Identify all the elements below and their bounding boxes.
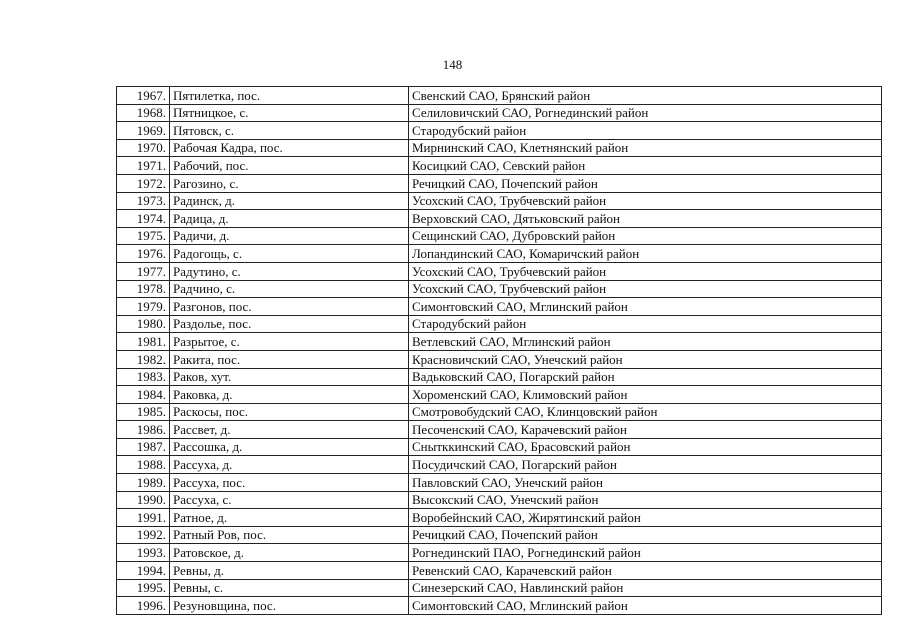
settlement-name: Резуновщина, пос. bbox=[170, 597, 409, 615]
page-number: 148 bbox=[442, 57, 463, 72]
settlement-name: Ракита, пос. bbox=[170, 350, 409, 368]
row-number: 1978. bbox=[117, 280, 170, 298]
row-number: 1968. bbox=[117, 104, 170, 122]
row-number: 1967. bbox=[117, 87, 170, 105]
settlement-name: Пятницкое, с. bbox=[170, 104, 409, 122]
row-number: 1986. bbox=[117, 421, 170, 439]
settlement-region: Синезерский САО, Навлинский район bbox=[409, 579, 882, 597]
table-row bbox=[117, 597, 882, 615]
settlement-region: Павловский САО, Унечский район bbox=[409, 474, 882, 492]
settlement-region: Хороменский САО, Климовский район bbox=[409, 386, 882, 404]
row-number: 1992. bbox=[117, 526, 170, 544]
table-row bbox=[117, 262, 882, 280]
settlement-name: Пятилетка, пос. bbox=[170, 87, 409, 105]
row-number: 1974. bbox=[117, 210, 170, 228]
settlement-region: Усохский САО, Трубчевский район bbox=[409, 192, 882, 210]
settlement-region: Усохский САО, Трубчевский район bbox=[409, 262, 882, 280]
settlement-region: Симонтовский САО, Мглинский район bbox=[409, 298, 882, 316]
settlement-name: Радогощь, с. bbox=[170, 245, 409, 263]
table-row bbox=[117, 139, 882, 157]
table-row bbox=[117, 386, 882, 404]
settlement-name: Ревны, д. bbox=[170, 562, 409, 580]
row-number: 1982. bbox=[117, 350, 170, 368]
row-number: 1996. bbox=[117, 597, 170, 615]
settlement-name: Рабочий, пос. bbox=[170, 157, 409, 175]
settlement-region: Лопандинский САО, Комаричский район bbox=[409, 245, 882, 263]
table-row bbox=[117, 210, 882, 228]
settlement-name: Ратный Ров, пос. bbox=[170, 526, 409, 544]
table-row bbox=[117, 104, 882, 122]
settlement-name: Радинск, д. bbox=[170, 192, 409, 210]
row-number: 1979. bbox=[117, 298, 170, 316]
settlement-region: Смотровобудский САО, Клинцовский район bbox=[409, 403, 882, 421]
settlement-region: Посудичский САО, Погарский район bbox=[409, 456, 882, 474]
table-row bbox=[117, 350, 882, 368]
settlement-region: Мирнинский САО, Клетнянский район bbox=[409, 139, 882, 157]
row-number: 1976. bbox=[117, 245, 170, 263]
row-number: 1993. bbox=[117, 544, 170, 562]
row-number: 1969. bbox=[117, 122, 170, 140]
settlement-name: Разрытое, с. bbox=[170, 333, 409, 351]
settlement-region: Воробейнский САО, Жирятинский район bbox=[409, 509, 882, 527]
settlement-region: Песоченский САО, Карачевский район bbox=[409, 421, 882, 439]
table-row bbox=[117, 403, 882, 421]
table-row bbox=[117, 438, 882, 456]
settlement-name: Ратное, д. bbox=[170, 509, 409, 527]
table-row bbox=[117, 456, 882, 474]
table-row bbox=[117, 579, 882, 597]
settlement-region: Снытккинский САО, Брасовский район bbox=[409, 438, 882, 456]
row-number: 1970. bbox=[117, 139, 170, 157]
row-number: 1983. bbox=[117, 368, 170, 386]
table-row bbox=[117, 368, 882, 386]
table-row bbox=[117, 280, 882, 298]
settlement-region: Стародубский район bbox=[409, 315, 882, 333]
settlement-region: Верховский САО, Дятьковский район bbox=[409, 210, 882, 228]
settlement-region: Речицкий САО, Почепский район bbox=[409, 174, 882, 192]
settlement-region: Ветлевский САО, Мглинский район bbox=[409, 333, 882, 351]
settlement-name: Рассошка, д. bbox=[170, 438, 409, 456]
table-row bbox=[117, 192, 882, 210]
row-number: 1973. bbox=[117, 192, 170, 210]
settlement-region: Речицкий САО, Почепский район bbox=[409, 526, 882, 544]
row-number: 1984. bbox=[117, 386, 170, 404]
row-number: 1990. bbox=[117, 491, 170, 509]
settlement-name: Рагозино, с. bbox=[170, 174, 409, 192]
row-number: 1989. bbox=[117, 474, 170, 492]
settlement-name: Пятовск, с. bbox=[170, 122, 409, 140]
row-number: 1977. bbox=[117, 262, 170, 280]
settlements-table-body bbox=[117, 87, 882, 615]
table-row bbox=[117, 245, 882, 263]
settlement-region: Симонтовский САО, Мглинский район bbox=[409, 597, 882, 615]
row-number: 1994. bbox=[117, 562, 170, 580]
settlement-region: Селиловичский САО, Рогнединский район bbox=[409, 104, 882, 122]
settlement-name: Ревны, с. bbox=[170, 579, 409, 597]
table-row bbox=[117, 333, 882, 351]
table-row bbox=[117, 122, 882, 140]
settlement-region: Вадьковский САО, Погарский район bbox=[409, 368, 882, 386]
row-number: 1975. bbox=[117, 227, 170, 245]
table-row bbox=[117, 421, 882, 439]
settlement-name: Раковка, д. bbox=[170, 386, 409, 404]
row-number: 1985. bbox=[117, 403, 170, 421]
settlement-region: Рогнединский ПАО, Рогнединский район bbox=[409, 544, 882, 562]
table-row bbox=[117, 526, 882, 544]
table-row bbox=[117, 562, 882, 580]
row-number: 1971. bbox=[117, 157, 170, 175]
settlement-name: Радичи, д. bbox=[170, 227, 409, 245]
settlement-region: Красновичский САО, Унечский район bbox=[409, 350, 882, 368]
settlement-region: Косицкий САО, Севский район bbox=[409, 157, 882, 175]
settlement-name: Ратовское, д. bbox=[170, 544, 409, 562]
settlement-name: Рассуха, д. bbox=[170, 456, 409, 474]
settlement-name: Радица, д. bbox=[170, 210, 409, 228]
settlement-name: Рассвет, д. bbox=[170, 421, 409, 439]
table-row bbox=[117, 298, 882, 316]
settlement-region: Высокский САО, Унечский район bbox=[409, 491, 882, 509]
settlement-name: Радутино, с. bbox=[170, 262, 409, 280]
row-number: 1981. bbox=[117, 333, 170, 351]
table-row bbox=[117, 87, 882, 105]
table-row bbox=[117, 474, 882, 492]
settlement-name: Разгонов, пос. bbox=[170, 298, 409, 316]
row-number: 1991. bbox=[117, 509, 170, 527]
table-row bbox=[117, 491, 882, 509]
row-number: 1995. bbox=[117, 579, 170, 597]
settlement-name: Раздолье, пос. bbox=[170, 315, 409, 333]
settlement-name: Рабочая Кадра, пос. bbox=[170, 139, 409, 157]
settlements-table bbox=[116, 86, 882, 615]
table-row bbox=[117, 315, 882, 333]
settlement-region: Ревенский САО, Карачевский район bbox=[409, 562, 882, 580]
settlement-name: Рассуха, с. bbox=[170, 491, 409, 509]
table-row bbox=[117, 174, 882, 192]
table-row bbox=[117, 509, 882, 527]
row-number: 1972. bbox=[117, 174, 170, 192]
row-number: 1980. bbox=[117, 315, 170, 333]
row-number: 1988. bbox=[117, 456, 170, 474]
table-row bbox=[117, 227, 882, 245]
table-row bbox=[117, 544, 882, 562]
settlement-region: Стародубский район bbox=[409, 122, 882, 140]
table-row bbox=[117, 157, 882, 175]
settlement-name: Рассуха, пос. bbox=[170, 474, 409, 492]
settlement-region: Свенский САО, Брянский район bbox=[409, 87, 882, 105]
settlement-name: Раскосы, пос. bbox=[170, 403, 409, 421]
row-number: 1987. bbox=[117, 438, 170, 456]
settlement-name: Радчино, с. bbox=[170, 280, 409, 298]
settlement-region: Сещинский САО, Дубровский район bbox=[409, 227, 882, 245]
settlement-name: Раков, хут. bbox=[170, 368, 409, 386]
settlement-region: Усохский САО, Трубчевский район bbox=[409, 280, 882, 298]
